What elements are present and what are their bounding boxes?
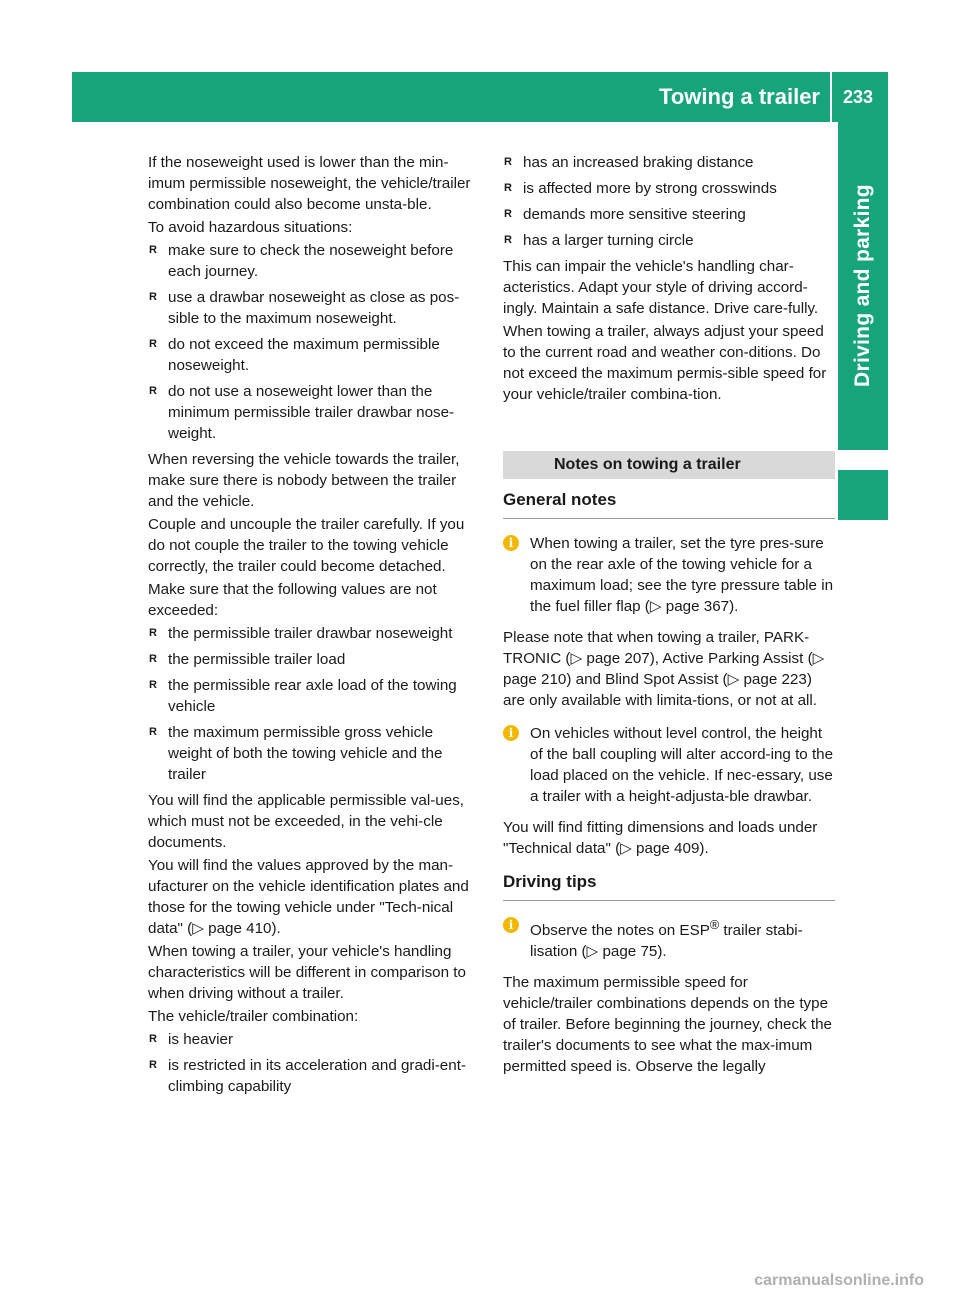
list-item <box>503 152 835 173</box>
info-note <box>503 723 835 807</box>
bullet-icon: R <box>504 182 512 194</box>
info-note-text-start: Observe the notes on ESP <box>530 922 710 940</box>
subheading-driving-tips: Driving tips <box>503 871 835 901</box>
bullet-list <box>148 240 480 444</box>
list-item <box>148 623 480 644</box>
registered-mark: ® <box>709 918 720 932</box>
list-item-text: has a larger turning circle <box>523 232 694 249</box>
bullet-icon: R <box>149 1059 157 1071</box>
list-item-text: has an increased braking distance <box>523 154 754 171</box>
bullet-icon: R <box>149 653 157 665</box>
info-note <box>503 915 835 962</box>
bullet-icon: R <box>504 156 512 168</box>
list-item-text: make sure to check the noseweight before each journey. <box>168 242 454 280</box>
paragraph: The vehicle/trailer combination: <box>148 1008 359 1025</box>
list-item-text: the permissible trailer load <box>168 651 346 668</box>
bullet-list <box>148 1029 480 1097</box>
list-item <box>503 178 835 199</box>
paragraph: When reversing the vehicle towards the trailer, make sure there is nobody between the trailer and the vehicle. <box>148 451 460 510</box>
subheading-general-notes: General notes <box>503 489 835 519</box>
list-item <box>503 230 835 251</box>
left-column <box>148 152 480 1102</box>
paragraph: When towing a trailer, your vehicle's handling characteristics will be different in comparison to when driving without a trailer. <box>148 943 466 1002</box>
bullet-icon: R <box>149 679 157 691</box>
bullet-icon: R <box>504 208 512 220</box>
list-item <box>148 287 480 329</box>
paragraph: This can impair the vehicle's handling char-acteristics. Adapt your style of driving accord-ingly. Maintain a safe distance. Drive care-fully. <box>503 258 819 317</box>
info-icon: i <box>503 725 519 741</box>
bullet-icon: R <box>149 627 157 639</box>
watermark: carmanualsonline.info <box>754 1272 924 1289</box>
header-divider <box>830 72 832 122</box>
page-title: Towing a trailer <box>659 84 820 109</box>
bullet-icon: R <box>149 244 157 256</box>
page-number: 233 <box>842 87 874 107</box>
paragraph: The maximum permissible speed for vehicle/trailer combinations depends on the type of trailer. Before beginning the journey, check the trailer's documents to see what the max-imum permitted speed is. Observe the legally <box>503 974 832 1076</box>
list-item-text: is affected more by strong crosswinds <box>523 180 777 197</box>
info-note-text: On vehicles without level control, the height of the ball coupling will alter accord-ing to the load placed on the vehicle. If nec-essary, use a trailer with a height-adjusta-ble drawbar. <box>530 725 834 805</box>
paragraph: Make sure that the following values are not exceeded: <box>148 581 437 619</box>
list-item <box>148 649 480 670</box>
list-item-text: is heavier <box>168 1031 233 1048</box>
bullet-list <box>148 623 480 785</box>
list-item <box>148 1055 480 1097</box>
list-item-text: the permissible rear axle load of the towing vehicle <box>168 677 457 715</box>
info-icon: i <box>503 535 519 551</box>
list-item-text: the maximum permissible gross vehicle weight of both the towing vehicle and the trailer <box>168 724 443 783</box>
info-note-text: When towing a trailer, set the tyre pres-sure on the rear axle of the towing vehicle for a maximum load; see the tyre pressure table in the fuel filler flap (▷ page 367). <box>530 535 834 615</box>
info-note-text-end: trailer stabi-lisation (▷ page 75). <box>530 922 803 961</box>
chapter-tab-label: Driving and parking <box>851 184 874 388</box>
list-item <box>148 1029 480 1050</box>
list-item-text: use a drawbar noseweight as close as pos-sible to the maximum noseweight. <box>168 289 460 327</box>
bullet-icon: R <box>149 385 157 397</box>
list-item <box>148 722 480 785</box>
paragraph: You will find the values approved by the man-ufacturer on the vehicle identification plates and those for the towing vehicle under "Tech-nical data" (▷ page 410). <box>148 857 469 937</box>
paragraph: To avoid hazardous situations: <box>148 219 353 236</box>
list-item-text: demands more sensitive steering <box>523 206 746 223</box>
header-bar <box>72 72 888 122</box>
list-item <box>148 334 480 376</box>
list-item <box>148 240 480 282</box>
paragraph: Couple and uncouple the trailer carefully. If you do not couple the trailer to the towing vehicle correctly, the trailer could become detached. <box>148 516 465 575</box>
bullet-icon: R <box>149 726 157 738</box>
bullet-icon: R <box>149 291 157 303</box>
info-icon: i <box>503 917 519 933</box>
bullet-icon: R <box>149 338 157 350</box>
list-item <box>148 381 480 444</box>
list-item-text: do not exceed the maximum permissible noseweight. <box>168 336 440 374</box>
info-note <box>503 533 835 617</box>
right-column <box>503 152 835 1079</box>
section-header: Notes on towing a trailer <box>503 451 835 479</box>
list-item-text: the permissible trailer drawbar noseweight <box>168 625 453 642</box>
list-item-text: do not use a noseweight lower than the minimum permissible trailer drawbar nose-weight. <box>168 383 455 442</box>
chapter-tab-marker <box>838 470 888 520</box>
bullet-list <box>503 152 835 251</box>
list-item <box>148 675 480 717</box>
paragraph: If the noseweight used is lower than the min-imum permissible noseweight, the vehicle/trailer combination could also become unsta-ble. <box>148 154 471 213</box>
paragraph: When towing a trailer, always adjust your speed to the current road and weather con-ditions. Do not exceed the maximum permis-sible speed for your vehicle/trailer combina-tion. <box>503 323 827 403</box>
bullet-icon: R <box>504 234 512 246</box>
list-item <box>503 204 835 225</box>
list-item-text: is restricted in its acceleration and gradi-ent-climbing capability <box>168 1057 466 1095</box>
paragraph: Please note that when towing a trailer, PARK-TRONIC (▷ page 207), Active Parking Assist (▷ page 210) and Blind Spot Assist (▷ page 223) are only available with limita-tions, or not at all. <box>503 629 825 709</box>
paragraph: You will find the applicable permissible val-ues, which must not be exceeded, in the vehi-cle documents. <box>148 792 465 851</box>
bullet-icon: R <box>149 1033 157 1045</box>
paragraph: You will find fitting dimensions and loads under "Technical data" (▷ page 409). <box>503 819 818 857</box>
